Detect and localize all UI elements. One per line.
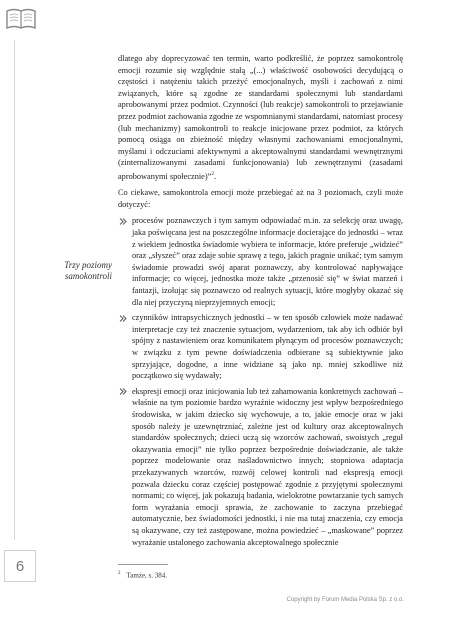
list-item-text: procesów poznawczych i tym samym odpowiadać m.in. za selekcję oraz uwagę, jaka poświęcana jest na poszczególne informacje docierające do jednostki – wraz z wiekiem jednostka świadomie wybiera te informacje, które preferuje „widzieć” oraz „słyszeć” oraz zdaje sobie sprawę z tego, jakich pragnie unikać; tym samym świadomie prowadzi swój aparat poznawczy, aby kontrolować napływające informacje; co więcej, jednostka może także „przenosić się” w świat marzeń i fantazji, izolując się poznawczo od realnych sytuacji, które mogłyby okazać się dla niej przyczyną nieprzyjemnych emocji; (132, 216, 403, 307)
chevron-right-icon (119, 315, 127, 322)
open-book-icon (4, 6, 38, 32)
chevron-right-icon (119, 218, 127, 225)
footnote (118, 569, 167, 580)
chevron-right-icon (119, 388, 127, 395)
list-item (118, 386, 403, 548)
margin-heading: Trzy poziomy samokontroli (64, 260, 112, 281)
footnote-number: 2 (118, 571, 121, 576)
levels-paragraph: Co ciekawe, samokontrola emocji może przebiegać aż na 3 poziomach, czyli może dotyczyć: (118, 188, 403, 209)
page-number (4, 550, 36, 582)
list-item (118, 312, 403, 382)
list-item (118, 215, 403, 308)
intro-text: dlatego aby doprecyzować ten termin, warto podkreślić, że poprzez samokontrolę emocji rozumie się względnie stałą „(...) właściwość osobowości decydującą o częstości i natężeniu takich przeżyć emocjonalnych, myśli i zachowań z nimi związanych, które są zgodne ze standardami społecznymi lub standardami aprobowanymi przez podmiot. Czynności (lub reakcje) samokontroli to przejawianie przez podmiot zachowania zgodne ze wspomnianymi standardami, natomiast procesy (lub mechanizmy) samokontroli to reakcje inicjowane przez podmiot, za których pomocą osiąga on zbieżność między własnymi zachowaniami emocjonalnymi, myślami i odczuciami afektywnymi a akceptowalnymi standardami wewnętrznymi (zinternalizowanymi zasadami funkcjonowania) lub zewnętrznymi (zasadami aprobowanymi społecznie)” (118, 54, 403, 181)
copyright-notice: Copyright by Forum Media Polska Sp. z o.o. (286, 597, 404, 603)
list-item-text: ekspresji emocji oraz inicjowania lub też zahamowania konkretnych zachowań – właśnie na tym poziomie bardzo wyraźnie widoczny jest wpływ bezpośredniego środowiska, w jakim dziecko się wychowuje, a to, jakie emocje oraz w jaki sposób należy je uzewnętrzniać, zależne jest od kultury oraz akceptowalnych standardów społecznych; dzieci uczą się wzorców zachowań, swoistych „reguł okazywania emocji” nie tylko poprzez bezpośrednie doświadczanie, ale także poprzez modelowanie oraz naśladownictwo innych; stopniowa adaptacja przekazywanych wzorców, rozwój celowej kontroli nad ekspresją emocji pozwala dziecku coraz częściej postępować zgodnie z przyjętymi społecznymi normami; co więcej, jak pokazują badania, wielokrotne powtarzanie tych samych form wyrażania emocji sprawia, że zachowanie to zaczyna przebiegać automatycznie, bez świadomości jednostki, i nie ma tutaj znaczenia, czy emocja są okazywane, czy też zastępowane, można powiedzieć – „maskowane” poprzez wyrażanie ustalonego zachowania akceptowalnego społecznie (132, 386, 403, 547)
levels-list (118, 215, 403, 548)
list-item-text: czynników intrapsychicznych jednostki – w ten sposób człowiek może nadawać interpretacje czy też znaczenie sytuacjom, wydarzeniom, tak aby ich odbiór był spójny z nastawieniem oraz komunikatem płynącym od procesów poznawczych; w związku z tym pewne doświadczenia odbierane są subiektywnie jako sprzyjające, dogodne, a inne widziane są jako np. mniej szkodliwe niż początkowo się wydawały; (132, 313, 403, 381)
intro-end: . (214, 171, 217, 181)
margin-rule (14, 40, 15, 540)
intro-paragraph (118, 53, 403, 182)
footnote-divider (118, 564, 168, 565)
body-text (118, 53, 403, 552)
footnote-ref[interactable]: 2 (211, 170, 215, 177)
footnote-text: Tamże, s. 384. (126, 571, 168, 580)
page-number-text: 6 (15, 557, 25, 575)
